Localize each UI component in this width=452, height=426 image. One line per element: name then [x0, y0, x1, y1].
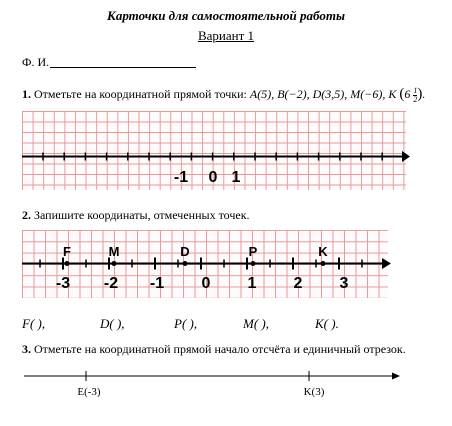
- label-k: K(3): [303, 386, 325, 398]
- axis-label-0: 0: [201, 275, 211, 292]
- answer-m[interactable]: M( ),: [243, 316, 269, 331]
- answer-k[interactable]: K( ).: [315, 316, 339, 331]
- answer-d[interactable]: D( ),: [100, 316, 125, 331]
- point-label-m: M: [108, 244, 120, 259]
- axis-label-1: 1: [231, 169, 241, 186]
- task-3-instruction: Отметьте на координатной прямой начало отсчёта и единичный отрезок.: [34, 342, 406, 356]
- answer-p[interactable]: P( ),: [174, 316, 198, 331]
- axis-arrow: [392, 373, 400, 380]
- task-1-number: 1.: [22, 87, 31, 101]
- task-1-k-coordinate: (6 $\frac{1}{2}$ ).: [399, 85, 426, 104]
- task-2-instruction: Запишите координаты, отмеченных точек.: [34, 208, 250, 222]
- task-1-instruction: Отметьте на координатной прямой точки:: [34, 87, 247, 101]
- point-label-p: P: [248, 244, 258, 259]
- task-3-number: 3.: [22, 342, 31, 356]
- name-label: Ф. И.: [22, 55, 50, 69]
- axis-label-2: 2: [293, 275, 303, 292]
- point-label-k: K: [318, 244, 328, 259]
- label-e: E(-3): [77, 386, 101, 398]
- axis-label-minus-1: -1: [173, 169, 189, 186]
- k-fraction: $\frac{1}{2}$: [413, 85, 418, 104]
- axis-label-minus-3: -3: [55, 275, 71, 292]
- axis-label-minus-2: -2: [103, 275, 119, 292]
- answer-f[interactable]: F( ),: [22, 316, 46, 331]
- task-2-number: 2.: [22, 208, 31, 222]
- task-1-points: A(5), B(−2), D(3,5), M(−6), K: [249, 87, 397, 101]
- axis-label-1: 1: [247, 275, 257, 292]
- axis-label-minus-1: -1: [149, 275, 165, 292]
- variant-label: Вариант 1: [197, 28, 255, 43]
- axis-label-3: 3: [339, 275, 349, 292]
- point-label-d: D: [180, 244, 190, 259]
- card-title: Карточки для самостоятельной работы: [107, 8, 345, 23]
- point-label-f: F: [63, 244, 71, 259]
- axis-label-0: 0: [208, 169, 218, 186]
